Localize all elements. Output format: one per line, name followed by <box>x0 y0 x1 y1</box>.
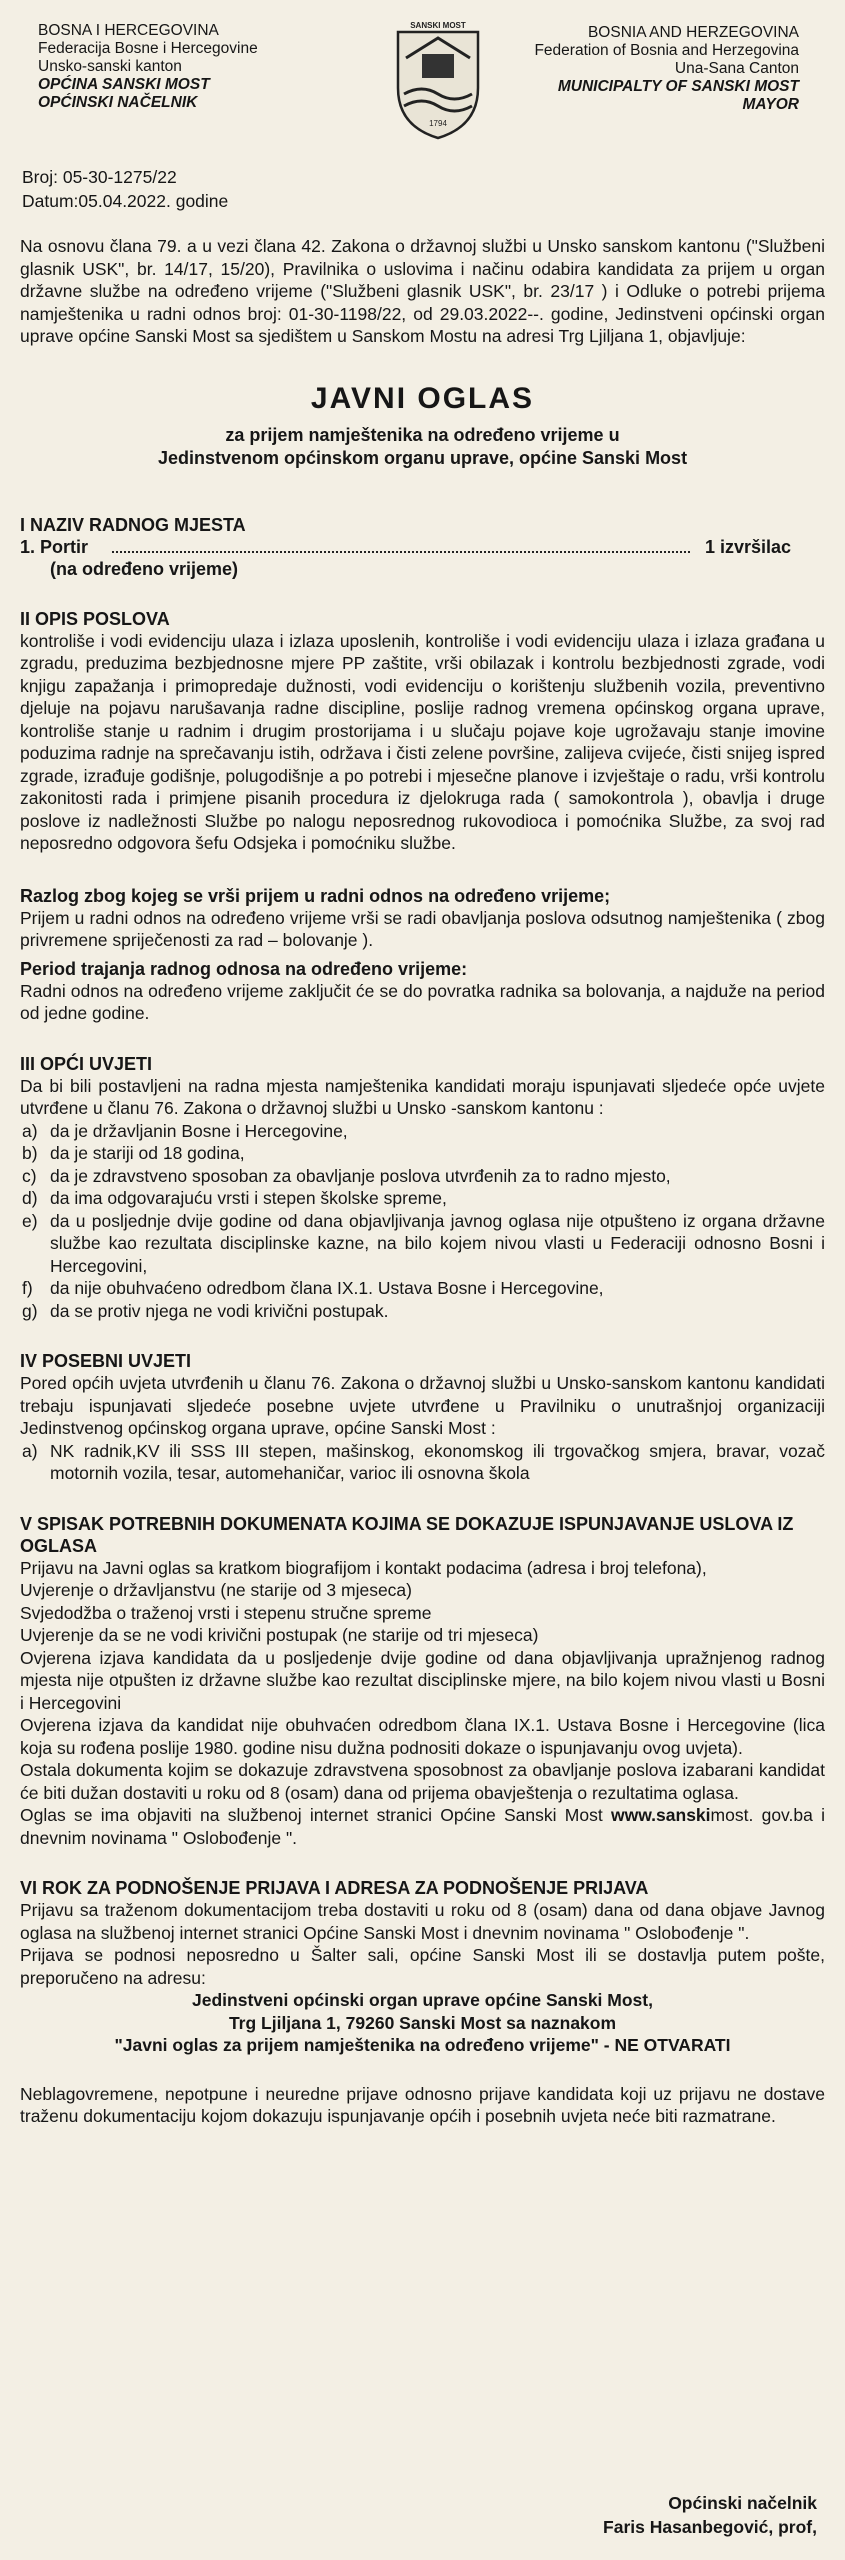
list-marker: a) <box>22 1440 38 1461</box>
document-item: Ostala dokumenta kojim se dokazuje zdravstvena sposobnost za obavljanje poslova izabarani kandidat će biti dužan dostaviti u roku od 8 (osam) dana od prijema obavještenja o rezultatima oglasa. <box>20 1760 825 1803</box>
document-date: Datum:05.04.2022. godine <box>22 191 229 211</box>
general-conditions-text: Da bi bili postavljeni na radna mjesta namještenika kandidati moraju ispunjavati sljedeće opće uvjete utvrđene u članu 76. Zakona o državnoj službi u Unsko -sanskom kantonu : <box>20 1075 825 1118</box>
deadline-text: Prijavu sa traženom dokumentacijom treba dostaviti u roku od 8 (osam) dana od dana objave Javnog oglasa na službenoj internet stranici Općine Sanski Most i dnevnim novinama " Oslobođenje ". <box>20 1900 825 1943</box>
list-item-text: da je državljanin Bosne i Hercegovine, <box>50 1120 348 1141</box>
letterhead-right-line: Federation of Bosnia and Herzegovina <box>534 42 799 59</box>
position-note: (na određeno vrijeme) <box>50 558 239 579</box>
list-marker: c) <box>22 1165 37 1186</box>
crest-top-text: SANSKI MOST <box>410 21 466 30</box>
closing-text: Neblagovremene, nepotpune i neuredne prijave odnosno prijave kandidata koji uz prijavu ne dostave traženu dokumentaciju kojom dokazuju ispunjavanje općih i posebnih uvjeta neće biti razmatrane. <box>20 2083 825 2126</box>
subtitle-line: za prijem namještenika na određeno vrijeme u <box>225 424 620 445</box>
reason-heading: Razlog zbog kojeg se vrši prijem u radni odnos na određeno vrijeme; <box>20 885 611 906</box>
position-name: 1. Portir <box>20 536 89 557</box>
list-marker: a) <box>22 1120 38 1141</box>
intro-paragraph: Na osnovu člana 79. a u vezi člana 42. Zakona o državnoj službi u Unsko sanskom kantonu ("Službeni glasnik USK", br. 14/17, 15/20), Pravilnika o uslovima i načinu odabira kandidata za prijem u organ državne službe na određeno vrijeme ("Službeni glasnik USK", br. 23/17 ) i Odluke o potrebi prijema namještenika u radni odnos broj: 01-30-1198/22, od 29.03.2022--. godine, Jedinstveni općinski organ uprave općine Sanski Most sa sjedištem u Sanskom Mostu na adresi Trg Ljiljana 1, objavljuje: <box>20 236 825 346</box>
letterhead-right-line: MAYOR <box>742 96 799 113</box>
signature-block <box>603 2491 817 2539</box>
document-number: Broj: 05-30-1275/22 <box>22 167 177 187</box>
signature-name: Faris Hasanbegović, prof, <box>603 2517 817 2537</box>
list-marker: d) <box>22 1188 38 1208</box>
document-item: Svjedodžba o traženoj vrsti i stepenu stručne spreme <box>20 1602 432 1623</box>
section-heading-deadline: VI ROK ZA PODNOŠENJE PRIJAVA I ADRESA ZA PODNOŠENJE PRIJAVA <box>20 1878 649 1898</box>
list-item <box>20 1142 825 1165</box>
publish-info <box>20 1804 825 1849</box>
notice-title: JAVNI OGLAS <box>310 381 535 415</box>
municipality-crest-icon <box>392 18 484 142</box>
letterhead-right-line: Una-Sana Canton <box>674 60 799 77</box>
address-line: Trg Ljiljana 1, 79260 Sanski Most sa naznakom <box>228 2012 617 2033</box>
submission-text: Prijava se podnosi neposredno u Šalter sali, općine Sanski Most ili se dostavlja putem pošte, preporučeno na adresu: <box>20 1945 825 1988</box>
letterhead-left <box>38 22 258 112</box>
document-item: Uvjerenje da se ne vodi krivični postupak (ne starije od tri mjeseca) <box>20 1625 539 1645</box>
website-link: www.sanski <box>611 1805 711 1825</box>
address-line: Jedinstveni općinski organ uprave općine Sanski Most, <box>192 1990 653 2010</box>
letterhead-left-line: OPĆINSKI NAČELNIK <box>38 94 198 111</box>
period-text: Radni odnos na određeno vrijeme zaključit će se do povratka radnika sa bolovanja, a najduže na period od jedne godine. <box>20 980 825 1023</box>
list-item <box>20 1210 825 1278</box>
list-item-text: da u posljednje dvije godine od dana objavljivanja javnog oglasa nije otpušteno iz organa državne službe kao rezultata disciplinske kazne, na bilo kojem nivou vlasti u Federaciji odnosno Bosni i Hercegovini, <box>50 1210 825 1276</box>
section-heading-special-conditions: IV POSEBNI UVJETI <box>20 1351 192 1371</box>
section-heading-position: I NAZIV RADNOG MJESTA <box>20 514 246 535</box>
address-line: "Javni oglas za prijem namještenika na određeno vrijeme" - NE OTVARATI <box>114 2035 731 2055</box>
section-heading-documents: V SPISAK POTREBNIH DOKUMENATA KOJIMA SE DOKAZUJE ISPUNJAVANJE USLOVA IZ OGLASA <box>20 1513 794 1556</box>
letterhead-right-line: MUNICIPALTY OF SANSKI MOST <box>557 78 799 95</box>
special-conditions-list <box>20 1440 825 1485</box>
position-count: 1 izvršilac <box>704 536 791 557</box>
list-marker: g) <box>22 1300 38 1321</box>
list-item <box>20 1277 825 1300</box>
submission-address <box>20 1989 825 2057</box>
signature-title: Općinski načelnik <box>668 2493 817 2513</box>
list-item-text: da je stariji od 18 godina, <box>50 1143 245 1163</box>
document-item: Ovjerena izjava kandidata da u posljedenje dvije godine od dana objavljivanja upražnjenog radnog mjesta nije otpušten iz državne službe kao rezultat disciplinske mjere, na bilo kojem nivou vlasti u Bosni i Hercegovini <box>20 1647 825 1713</box>
document-item: Uvjerenje o državljanstvu (ne starije od 3 mjeseca) <box>20 1580 412 1600</box>
documents-list <box>20 1557 825 1850</box>
letterhead-right-line: BOSNIA AND HERZEGOVINA <box>587 24 799 41</box>
position-dots-divider <box>112 551 690 553</box>
crest-year: 1794 <box>429 119 447 128</box>
list-marker: e) <box>22 1210 38 1231</box>
document-item: Ovjerena izjava da kandidat nije obuhvaćen odredbom člana IX.1. Ustava Bosne i Hercegovine (lica koja su rođena poslije 1980. godine nisu dužna podnositi dokaze o ispunjavanju ovog uvjeta). <box>20 1715 825 1758</box>
list-item <box>20 1165 825 1188</box>
letterhead-left-line: OPĆINA SANSKI MOST <box>38 76 210 93</box>
list-item <box>20 1300 825 1323</box>
reason-text: Prijem u radni odnos na određeno vrijeme vrši se radi obavljanja poslova odsutnog namještenika ( zbog privremene spriječenosti za rad – bolovanje ). <box>20 907 825 950</box>
subtitle-line: Jedinstvenom općinskom organu uprave, općine Sanski Most <box>157 447 688 468</box>
publish-text: Oglas se ima objaviti na službenoj internet stranici Općine Sanski Most <box>20 1805 611 1825</box>
list-item <box>20 1187 825 1210</box>
special-conditions-text: Pored općih uvjeta utvrđenih u članu 76. Zakona o državnoj službi u Unsko-sanskom kantonu kandidati trebaju ispunjavati sljedeće posebne uvjete utvrđene u Pravilniku o unutrašnjoj organizaciji Jedinstvenog općinskog organa uprave, općine Sanski Most : <box>20 1373 825 1438</box>
list-marker: b) <box>22 1143 38 1163</box>
list-item-text: da nije obuhvaćeno odredbom člana IX.1. Ustava Bosne i Hercegovine, <box>50 1278 604 1298</box>
list-item-text: da ima odgovarajuću vrsti i stepen školske spreme, <box>50 1188 447 1208</box>
document-meta <box>20 165 825 213</box>
section-heading-duties: II OPIS POSLOVA <box>20 608 170 629</box>
letterhead-left-line: Federacija Bosne i Hercegovine <box>38 40 258 57</box>
general-conditions-list <box>20 1120 825 1323</box>
letterhead-left-line: BOSNA I HERCEGOVINA <box>38 22 219 39</box>
list-item <box>20 1120 825 1143</box>
list-item-text: da je zdravstveno sposoban za obavljanje poslova utvrđenih za to radno mjesto, <box>50 1165 671 1186</box>
section-heading-general-conditions: III OPĆI UVJETI <box>20 1053 153 1074</box>
list-item-text: da se protiv njega ne vodi krivični postupak. <box>50 1300 389 1321</box>
list-item <box>20 1440 825 1485</box>
position-row <box>20 536 825 558</box>
letterhead-right <box>534 24 799 114</box>
publish-text: most. gov.ba i dnevnim novinama " Oslobođenje ". <box>20 1805 825 1848</box>
letterhead-left-line: Unsko-sanski kanton <box>38 58 182 75</box>
list-item-text: NK radnik,KV ili SSS III stepen, mašinskog, ekonomskog ili trgovačkog smjera, bravar, vozač motornih vozila, tesar, automehaničar, varioc ili osnovna škola <box>50 1440 825 1483</box>
notice-subtitle <box>20 424 825 470</box>
document-item: Prijavu na Javni oglas sa kratkom biografijom i kontakt podacima (adresa i broj telefona), <box>20 1557 707 1578</box>
list-marker: f) <box>22 1278 33 1298</box>
period-heading: Period trajanja radnog odnosa na određeno vrijeme: <box>20 958 468 979</box>
duties-text: kontroliše i vodi evidenciju ulaza i izlaza uposlenih, kontroliše i vodi evidenciju ulaza i izlaza građana u zgradu, preduzima bezbjednosne mjere PP zaštite, vrši obilazak i kontrolu bezbjednosti zgrade, vodi knjigu zapažanja i primopredaje dužnosti, vodi evidenciju o korištenju službenih vozila, preventivno djeluje na pojavu narušavanja radne discipline, poslije radnog vremena općinskog organa uprave, kontroliše stanje u radnim i drugim prostorijama i u slučaju pojave koje ugrožavaju stanje imovine poduzima radnje na sprečavanju istih, održava i čisti zelene površine, zalijeva cvijeće, čisti snijeg ispred zgrade, izrađuje godišnje, polugodišnje a po potrebi i mjesečne planove i izvještaje o radu, vrši kontrolu zakonitosti rada i primjene pisanih procedura iz djelokruga rada ( samokontrola ), obavlja i druge poslove iz nadležnosti Službe po nalogu neposrednog rukovodioca i pomoćnika Službe, za svoj rad neposredno odgovora šefu Odsjeka i pomoćniku službe. <box>20 630 825 853</box>
letterhead <box>20 0 825 145</box>
